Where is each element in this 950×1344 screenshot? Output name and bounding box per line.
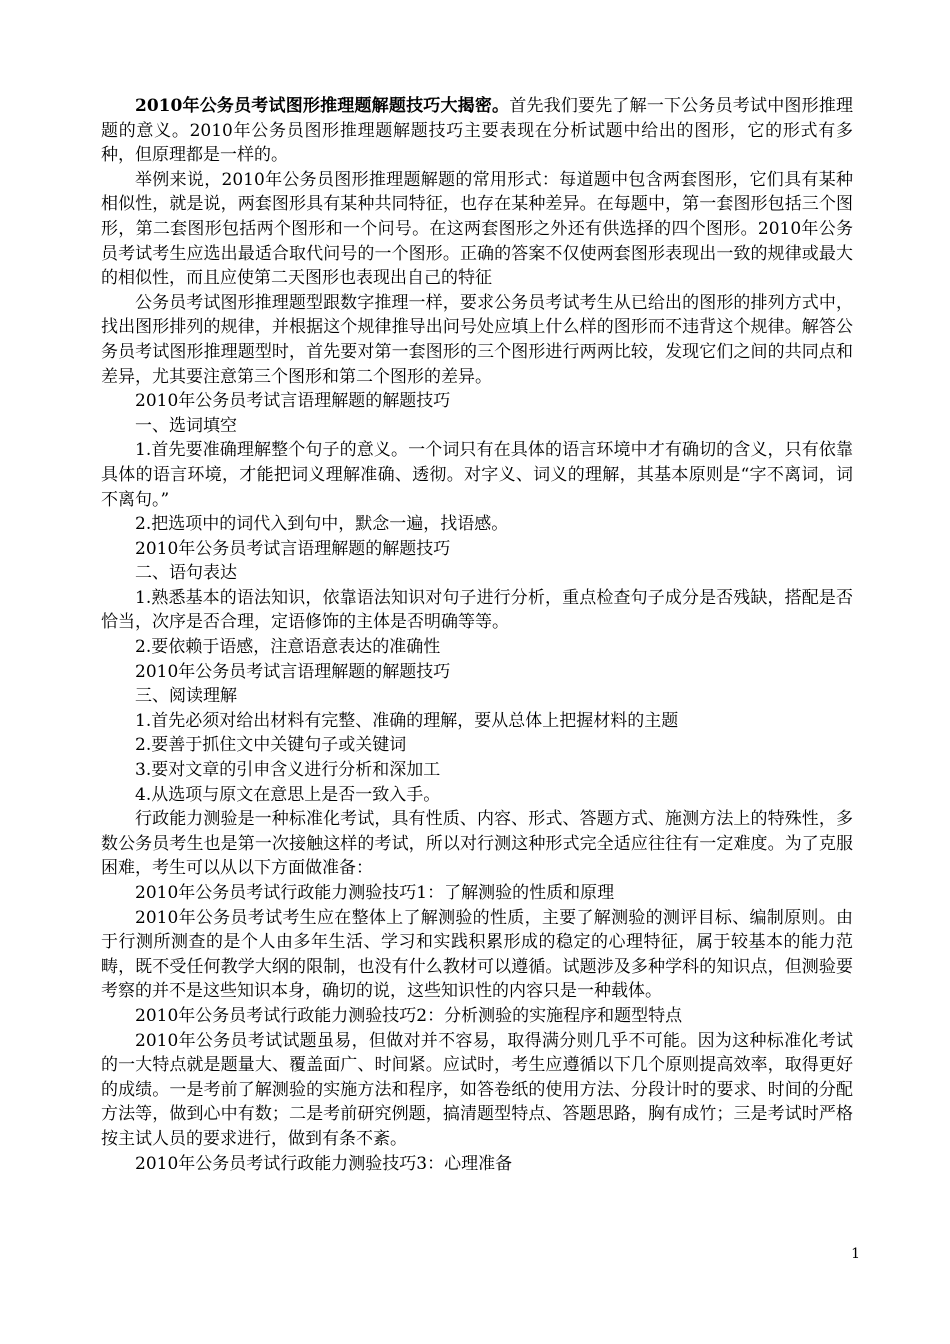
list-item: 1.首先必须对给出材料有完整、准确的理解，要从总体上把握材料的主题 [135, 710, 679, 731]
paragraph: 行政能力测验是一种标准化考试，具有性质、内容、形式、答题方式、施测方法上的特殊性，多数公务员考生也是第一次接触这样的考试，所以对行测这种形式完全适应往往有一定难度。为了克服困难，考生可以从以下方面做准备： [101, 809, 853, 879]
section-heading: 2010年公务员考试行政能力测验技巧2：分析测验的实施程序和题型特点 [135, 1005, 683, 1026]
section-heading: 2010年公务员考试行政能力测验技巧3：心理准备 [135, 1153, 513, 1174]
list-item: 2.要依赖于语感，注意语意表达的准确性 [135, 637, 441, 658]
list-item: 1.首先要准确理解整个句子的意义。一个词只有在具体的语言环境中才有确切的含义，只有依靠具体的语言环境，才能把词义理解准确、透彻。对字义、词义的理解，其基本原则是“字不离词，词不离句。” [101, 440, 853, 510]
list-item: 2.要善于抓住文中关键句子或关键词 [135, 735, 407, 756]
list-item: 3.要对文章的引申含义进行分析和深加工 [135, 760, 441, 781]
list-item: 4.从选项与原文在意思上是否一致入手。 [135, 784, 441, 805]
intro-text: 首先我们要先了解一下公务员考试中图形推理题的意义。2010年公务员图形推理题解题技巧主要表现在分析试题中给出的图形，它的形式有多种，但原理都是一样的。 [101, 96, 853, 166]
subsection-heading: 一、选词填空 [135, 415, 237, 436]
paragraph: 2010年公务员考试试题虽易，但做对并不容易，取得满分则几乎不可能。因为这种标准化考试的一大特点就是题量大、覆盖面广、时间紧。应试时，考生应遵循以下几个原则提高效率，取得更好的成绩。一是考前了解测验的实施方法和程序，如答卷纸的使用方法、分段计时的要求、时间的分配方法等，做到心中有数；二是考前研究例题，搞清题型特点、答题思路，胸有成竹；三是考试时严格按主试人员的要求进行，做到有条不紊。 [101, 1030, 853, 1149]
paragraph: 2010年公务员考试考生应在整体上了解测验的性质，主要了解测验的测评目标、编制原则。由于行测所测查的是个人由多年生活、学习和实践积累形成的稳定的心理特征，属于较基本的能力范畴，既不受任何教学大纲的限制，也没有什么教材可以遵循。试题涉及多种学科的知识点，但测验要考察的并不是这些知识本身，确切的说，这些知识性的内容只是一种载体。 [101, 907, 853, 1002]
intro-title: 2010年公务员考试图形推理题解题技巧大揭密。 [135, 96, 510, 116]
section-heading: 2010年公务员考试行政能力测验技巧1：了解测验的性质和原理 [135, 883, 615, 903]
list-item: 1.熟悉基本的语法知识，依靠语法知识对句子进行分析，重点检查句子成分是否残缺，搭配是否恰当，次序是否合理，定语修饰的主体是否明确等等。 [101, 587, 853, 633]
list-item: 2.把选项中的词代入到句中，默念一遍，找语感。 [135, 514, 509, 535]
section-heading: 2010年公务员考试言语理解题的解题技巧 [135, 391, 451, 412]
paragraph: 公务员考试图形推理题型跟数字推理一样，要求公务员考试考生从已给出的图形的排列方式中，找出图形排列的规律，并根据这个规律推导出问号处应填上什么样的图形而不违背这个规律。解答公务员考试图形推理题型时，首先要对第一套图形的三个图形进行两两比较，发现它们之间的共同点和差异，尤其要注意第三个图形和第二个图形的差异。 [101, 292, 853, 387]
section-heading: 2010年公务员考试言语理解题的解题技巧 [135, 661, 451, 682]
page-number: 1 [851, 1246, 860, 1262]
section-heading: 2010年公务员考试言语理解题的解题技巧 [135, 538, 451, 559]
intro-paragraph [101, 94, 853, 168]
subsection-heading: 三、阅读理解 [135, 686, 237, 707]
document-body [101, 94, 853, 1176]
subsection-heading: 二、语句表达 [135, 563, 237, 584]
paragraph: 举例来说，2010年公务员图形推理题解题的常用形式：每道题中包含两套图形，它们具有某种相似性，就是说，两套图形具有某种共同特征，也存在某种差异。在每题中，第一套图形包括三个图形，第二套图形包括两个图形和一个问号。在这两套图形之外还有供选择的四个图形。2010年公务员考试考生应选出最适合取代问号的一个图形。正确的答案不仅使两套图形表现出一致的规律或最大的相似性，而且应使第二天图形也表现出自己的特征 [101, 169, 853, 289]
